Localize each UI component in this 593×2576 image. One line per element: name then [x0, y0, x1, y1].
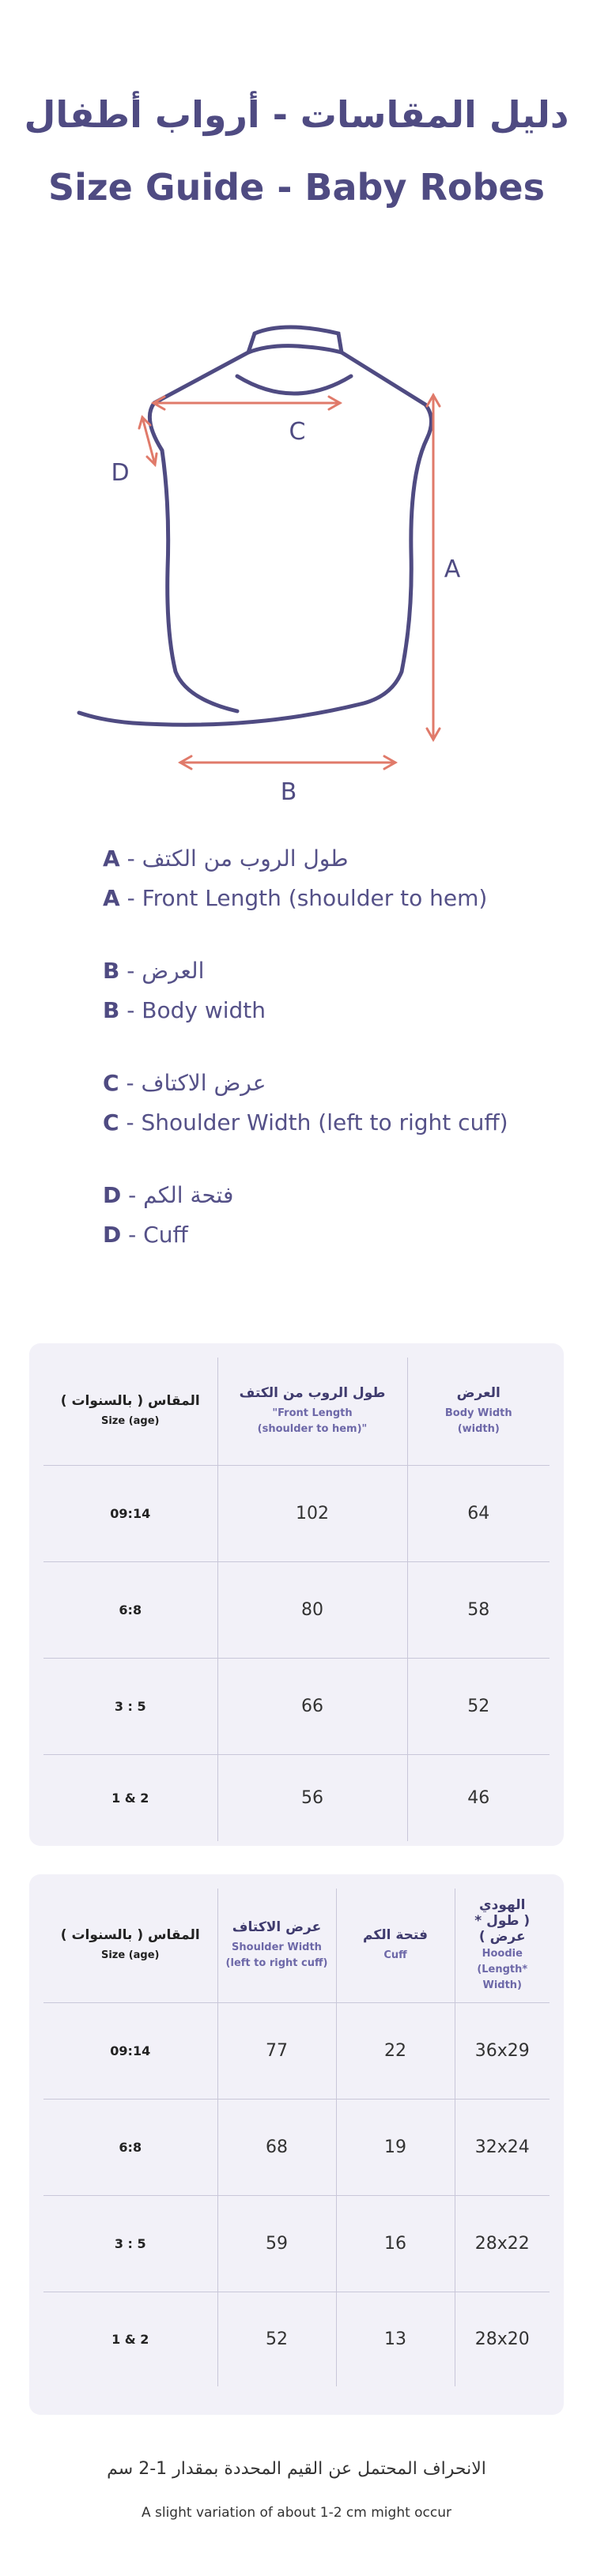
row-size: 09:14 [43, 1465, 217, 1561]
row-length: 56 [217, 1754, 407, 1841]
legend-d [103, 1176, 546, 1255]
row-cuff: 13 [336, 2292, 455, 2386]
header-length: طول الروب من الكتف "Front Length (shoulder to hem)" [217, 1358, 407, 1465]
footer-note-english: A slight variation of about 1-2 cm might occur [141, 2505, 452, 2521]
row-cuff: 19 [336, 2099, 455, 2195]
row-length: 66 [217, 1658, 407, 1754]
table-row [43, 1658, 550, 1754]
label-b: B [280, 778, 297, 806]
size-table-card-2 [29, 1874, 564, 2415]
row-hoodie: 28x22 [455, 2195, 550, 2292]
measurement-legend [103, 839, 546, 1288]
footer-note-arabic: الانحراف المحتمل عن القيم المحددة بمقدار 1-2 سم [107, 2459, 486, 2479]
row-size: 6:8 [43, 2099, 217, 2195]
page-title-english: Size Guide - Baby Robes [48, 166, 545, 209]
row-shoulder: 59 [217, 2195, 336, 2292]
row-width: 52 [407, 1658, 550, 1754]
row-width: 58 [407, 1561, 550, 1658]
row-length: 80 [217, 1561, 407, 1658]
header-hoodie: الهودي ( طول * عرض ) Hoodie (Length* Width) [455, 1889, 550, 2002]
row-shoulder: 77 [217, 2002, 336, 2099]
table-header-row [43, 1358, 550, 1465]
label-a: A [444, 555, 461, 583]
table-row [43, 2195, 550, 2292]
row-hoodie: 32x24 [455, 2099, 550, 2195]
legend-c-english: C - Shoulder Width (left to right cuff) [103, 1109, 508, 1135]
legend-c [103, 1064, 546, 1143]
row-cuff: 16 [336, 2195, 455, 2292]
legend-d-arabic: D - فتحة الكم [103, 1182, 234, 1208]
header-size: المقاس ( بالسنوات ) Size (age) [43, 1358, 217, 1465]
robe-collar [248, 346, 342, 352]
robe-left-side [149, 333, 255, 711]
row-size: 09:14 [43, 2002, 217, 2099]
size-table-1 [43, 1358, 550, 1841]
label-c: C [289, 418, 306, 446]
table-row [43, 1754, 550, 1841]
legend-d-english: D - Cuff [103, 1222, 188, 1248]
size-table-card-1 [29, 1343, 564, 1846]
legend-a-english: A - Front Length (shoulder to hem) [103, 885, 488, 911]
size-table-2 [43, 1889, 550, 2386]
robe-neckline [237, 376, 351, 394]
row-cuff: 22 [336, 2002, 455, 2099]
table-row [43, 2002, 550, 2099]
row-size: 1 & 2 [111, 2331, 149, 2347]
row-shoulder: 52 [217, 2292, 336, 2386]
row-size: 6:8 [43, 1561, 217, 1658]
table-row [43, 1561, 550, 1658]
legend-b-english: B - Body width [103, 997, 266, 1023]
row-hoodie: 28x20 [455, 2292, 550, 2386]
row-width: 64 [407, 1465, 550, 1561]
robe-diagram [0, 300, 593, 822]
label-d: D [111, 459, 130, 487]
row-width: 46 [407, 1754, 550, 1841]
table-row [43, 2099, 550, 2195]
header-size: المقاس ( بالسنوات ) Size (age) [43, 1889, 217, 2002]
legend-a [103, 839, 546, 918]
row-size: 3 : 5 [43, 2195, 217, 2292]
table-header-row [43, 1889, 550, 2002]
row-length: 102 [217, 1465, 407, 1561]
row-shoulder: 68 [217, 2099, 336, 2195]
row-size: 3 : 5 [43, 1658, 217, 1754]
header-shoulder: عرض الاكتاف Shoulder Width (left to right cuff) [217, 1889, 336, 2002]
header-cuff: فتحة الكم Cuff [336, 1889, 455, 2002]
legend-a-arabic: A - طول الروب من الكتف [103, 845, 349, 872]
legend-b-arabic: B - العرض [103, 958, 205, 984]
header-width: العرض Body Width (width) [407, 1358, 550, 1465]
row-hoodie: 36x29 [455, 2002, 550, 2099]
page-title-arabic: دليل المقاسات - أرواب أطفال [24, 93, 569, 136]
legend-c-arabic: C - عرض الاكتاف [103, 1070, 266, 1096]
table-row [43, 2292, 550, 2386]
row-size: 1 & 2 [111, 1790, 149, 1806]
table-row [43, 1465, 550, 1561]
legend-b [103, 951, 546, 1030]
